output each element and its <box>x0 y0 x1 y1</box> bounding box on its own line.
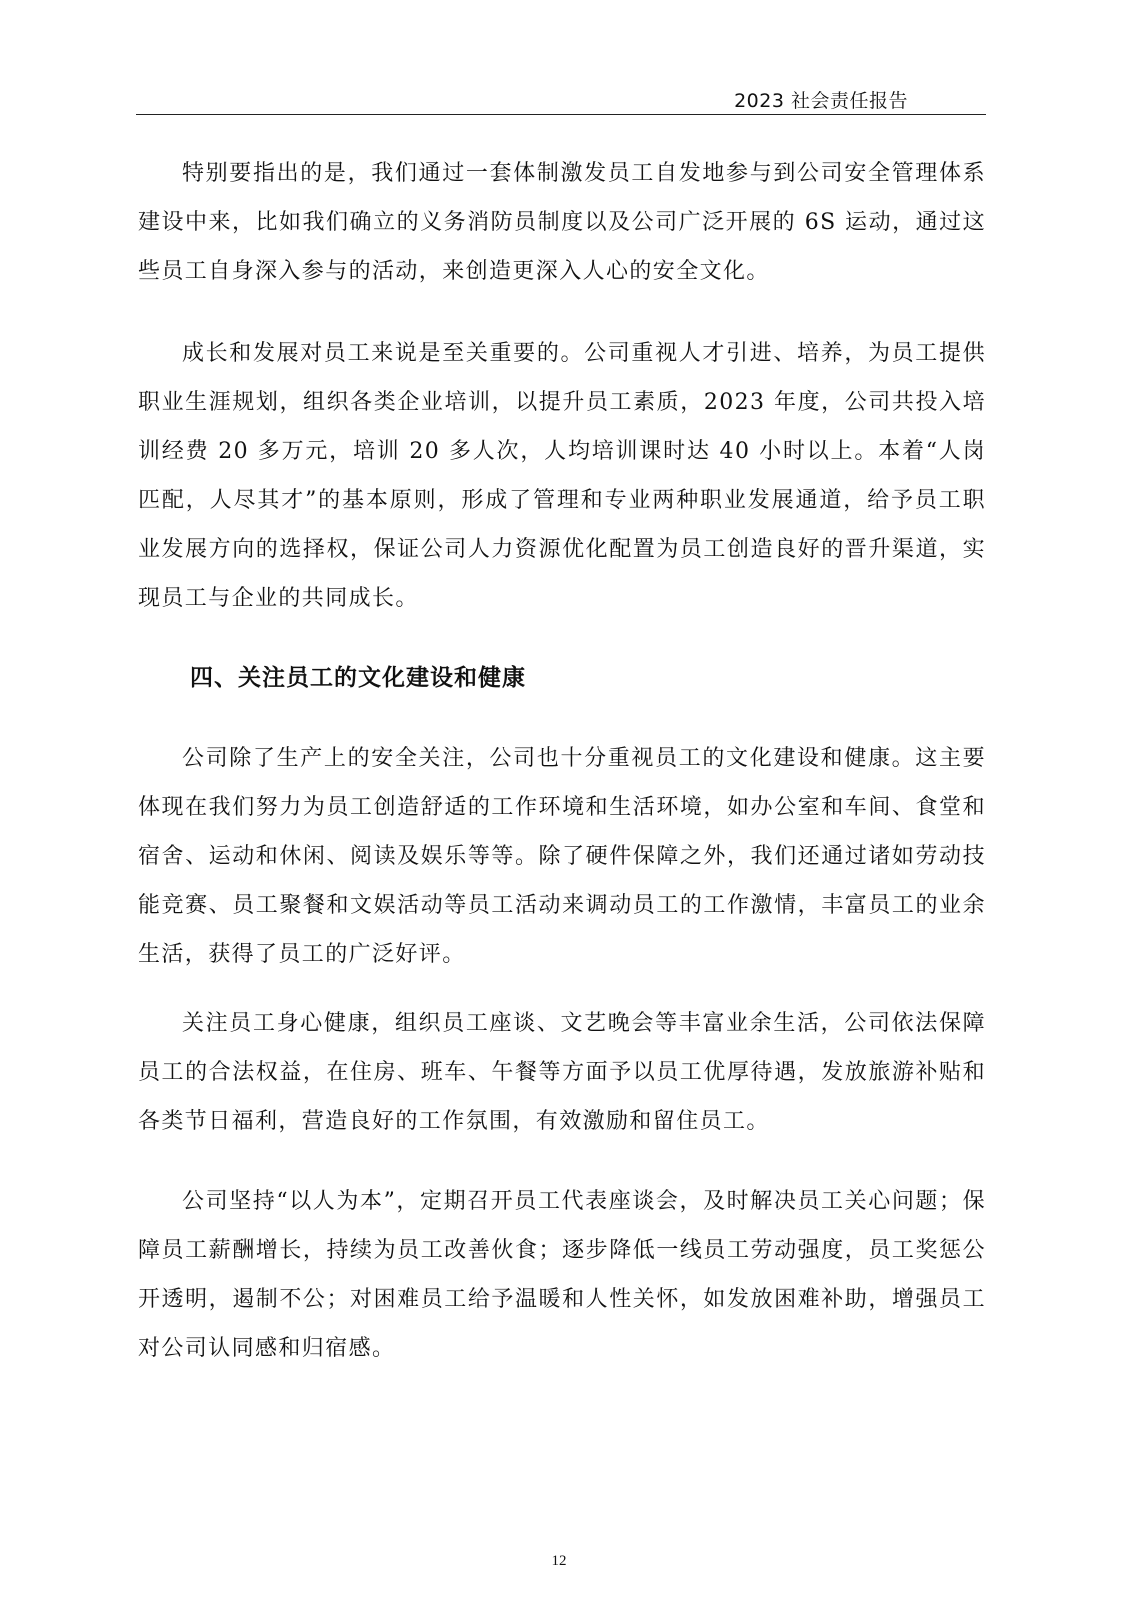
paragraph-culture-health: 公司除了生产上的安全关注，公司也十分重视员工的文化建设和健康。这主要体现在我们努力为员工创造舒适的工作环境和生活环境，如办公室和车间、食堂和宿舍、运动和休闲、阅读及娱乐等等。除了硬件保障之外，我们还通过诸如劳动技能竞赛、员工聚餐和文娱活动等员工活动来调动员工的工作激情，丰富员工的业余生活，获得了员工的广泛好评。 <box>138 746 986 967</box>
page-header <box>136 84 986 115</box>
report-title: 2023 社会责任报告 <box>734 90 908 112</box>
paragraph-safety-culture: 特别要指出的是，我们通过一套体制激发员工自发地参与到公司安全管理体系建设中来，比如我们确立的义务消防员制度以及公司广泛开展的 6S 运动，通过这些员工自身深入参与的活动，来创造更深入人心的安全文化。 <box>138 161 986 284</box>
paragraph-growth-development: 成长和发展对员工来说是至关重要的。公司重视人才引进、培养，为员工提供职业生涯规划，组织各类企业培训，以提升员工素质，2023 年度，公司共投入培训经费 20 多万元，培训 20 多人次，人均培训课时达 40 小时以上。本着“人岗匹配，人尽其才”的基本原则，形成了管理和专业两种职业发展通道，给予员工职业发展方向的选择权，保证公司人力资源优化配置为员工创造良好的晋升渠道，实现员工与企业的共同成长。 <box>138 341 986 611</box>
page-number: 12 <box>551 1553 567 1569</box>
paragraph-people-first: 公司坚持“以人为本”，定期召开员工代表座谈会，及时解决员工关心问题；保障员工薪酬增长，持续为员工改善伙食；逐步降低一线员工劳动强度，员工奖惩公开透明，遏制不公；对困难员工给予温暖和人性关怀，如发放困难补助，增强员工对公司认同感和归宿感。 <box>138 1189 986 1361</box>
section-heading: 四、关注员工的文化建设和健康 <box>190 665 526 691</box>
paragraph-wellbeing: 关注员工身心健康，组织员工座谈、文艺晚会等丰富业余生活，公司依法保障员工的合法权益，在住房、班车、午餐等方面予以员工优厚待遇，发放旅游补贴和各类节日福利，营造良好的工作氛围，有效激励和留住员工。 <box>138 1011 986 1134</box>
